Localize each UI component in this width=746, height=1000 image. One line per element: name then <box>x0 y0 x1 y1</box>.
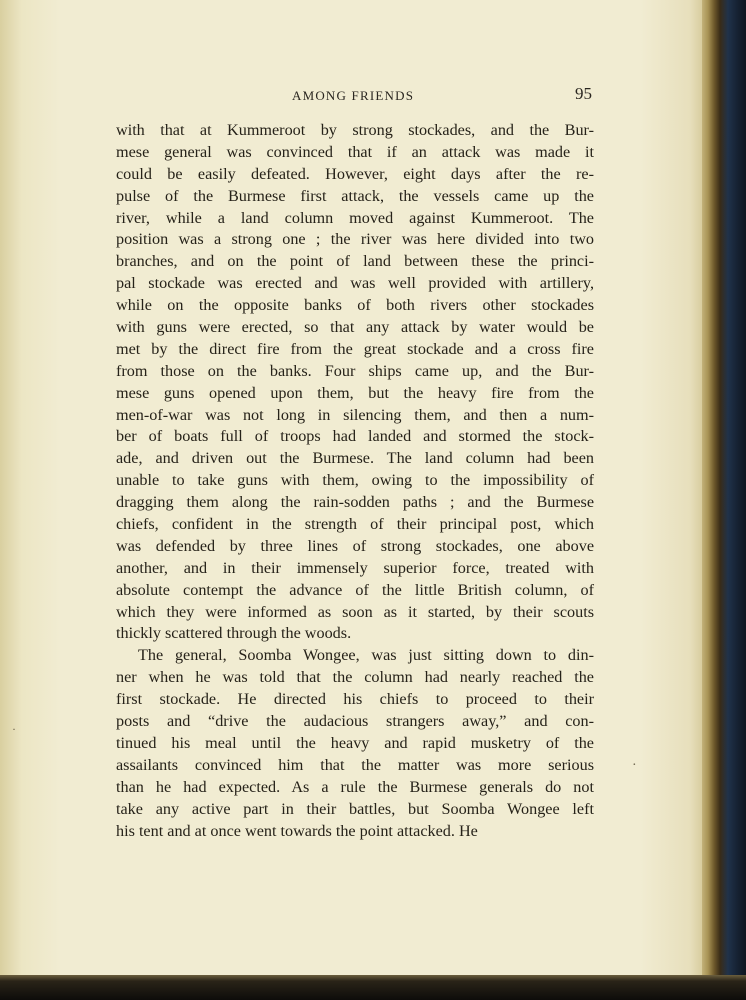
text-line: pulse of the Burmese first attack, the vessels came up the <box>116 186 594 205</box>
text-line: mese guns opened upon them, but the heavy fire from the <box>116 383 594 402</box>
text-line: dragging them along the rain-sodden paths ; and the Burmese <box>116 493 594 512</box>
text-line: which they were informed as soon as it started, by their scouts <box>116 602 594 621</box>
text-line: river, while a land column moved against Kummeroot. The <box>116 208 594 227</box>
text-line: was defended by three lines of strong stockades, one above <box>116 536 594 555</box>
body-text <box>116 120 594 842</box>
text-line: pal stockade was erected and was well provided with artillery, <box>116 274 594 293</box>
paragraph <box>116 645 594 842</box>
running-header-title: AMONG FRIENDS <box>292 88 415 103</box>
text-line: than he had expected. As a rule the Burmese generals do not <box>116 777 594 796</box>
text-line: could be easily defeated. However, eight days after the re- <box>116 164 594 183</box>
text-line: men-of-war was not long in silencing them, and then a num- <box>116 405 594 424</box>
text-line: assailants convinced him that the matter was more serious <box>116 755 594 774</box>
text-line: met by the direct fire from the great stockade and a cross fire <box>116 339 594 358</box>
book-spine <box>702 0 746 1000</box>
text-line: position was a strong one ; the river was here divided into two <box>116 230 594 249</box>
text-line: ber of boats full of troops had landed and stormed the stock- <box>116 427 594 446</box>
text-line: chiefs, confident in the strength of their principal post, which <box>116 515 594 534</box>
text-line: while on the opposite banks of both rivers other stockades <box>116 296 594 315</box>
text-line: ade, and driven out the Burmese. The land column had been <box>116 449 594 468</box>
margin-speck: · <box>12 722 16 736</box>
margin-speck: · <box>632 758 637 773</box>
text-line: mese general was convinced that if an attack was made it <box>116 142 594 161</box>
text-line: another, and in their immensely superior force, treated with <box>116 558 594 577</box>
text-line: take any active part in their battles, but Soomba Wongee left <box>116 799 594 818</box>
text-line: with guns were erected, so that any attack by water would be <box>116 318 594 337</box>
text-line: first stockade. He directed his chiefs to proceed to their <box>116 690 594 709</box>
text-line: posts and “drive the audacious strangers away,” and con- <box>116 712 594 731</box>
page-bottom-shadow <box>0 975 746 1000</box>
running-header <box>116 84 594 108</box>
text-line: with that at Kummeroot by strong stockades, and the Bur- <box>116 121 594 139</box>
text-line: his tent and at once went towards the point attacked. He <box>116 821 478 840</box>
page-number: 95 <box>575 84 592 103</box>
text-line: absolute contempt the advance of the little British column, of <box>116 580 594 599</box>
text-line: unable to take guns with them, owing to the impossibility of <box>116 471 594 490</box>
text-line: tinued his meal until the heavy and rapid musketry of the <box>116 733 594 752</box>
text-line: branches, and on the point of land between these the princi- <box>116 252 594 271</box>
text-line: thickly scattered through the woods. <box>116 624 352 643</box>
text-line: The general, Soomba Wongee, was just sitting down to din- <box>138 646 594 665</box>
text-line: ner when he was told that the column had nearly reached the <box>116 668 594 687</box>
paragraph <box>116 120 594 645</box>
text-line: from those on the banks. Four ships came up, and the Bur- <box>116 361 594 380</box>
